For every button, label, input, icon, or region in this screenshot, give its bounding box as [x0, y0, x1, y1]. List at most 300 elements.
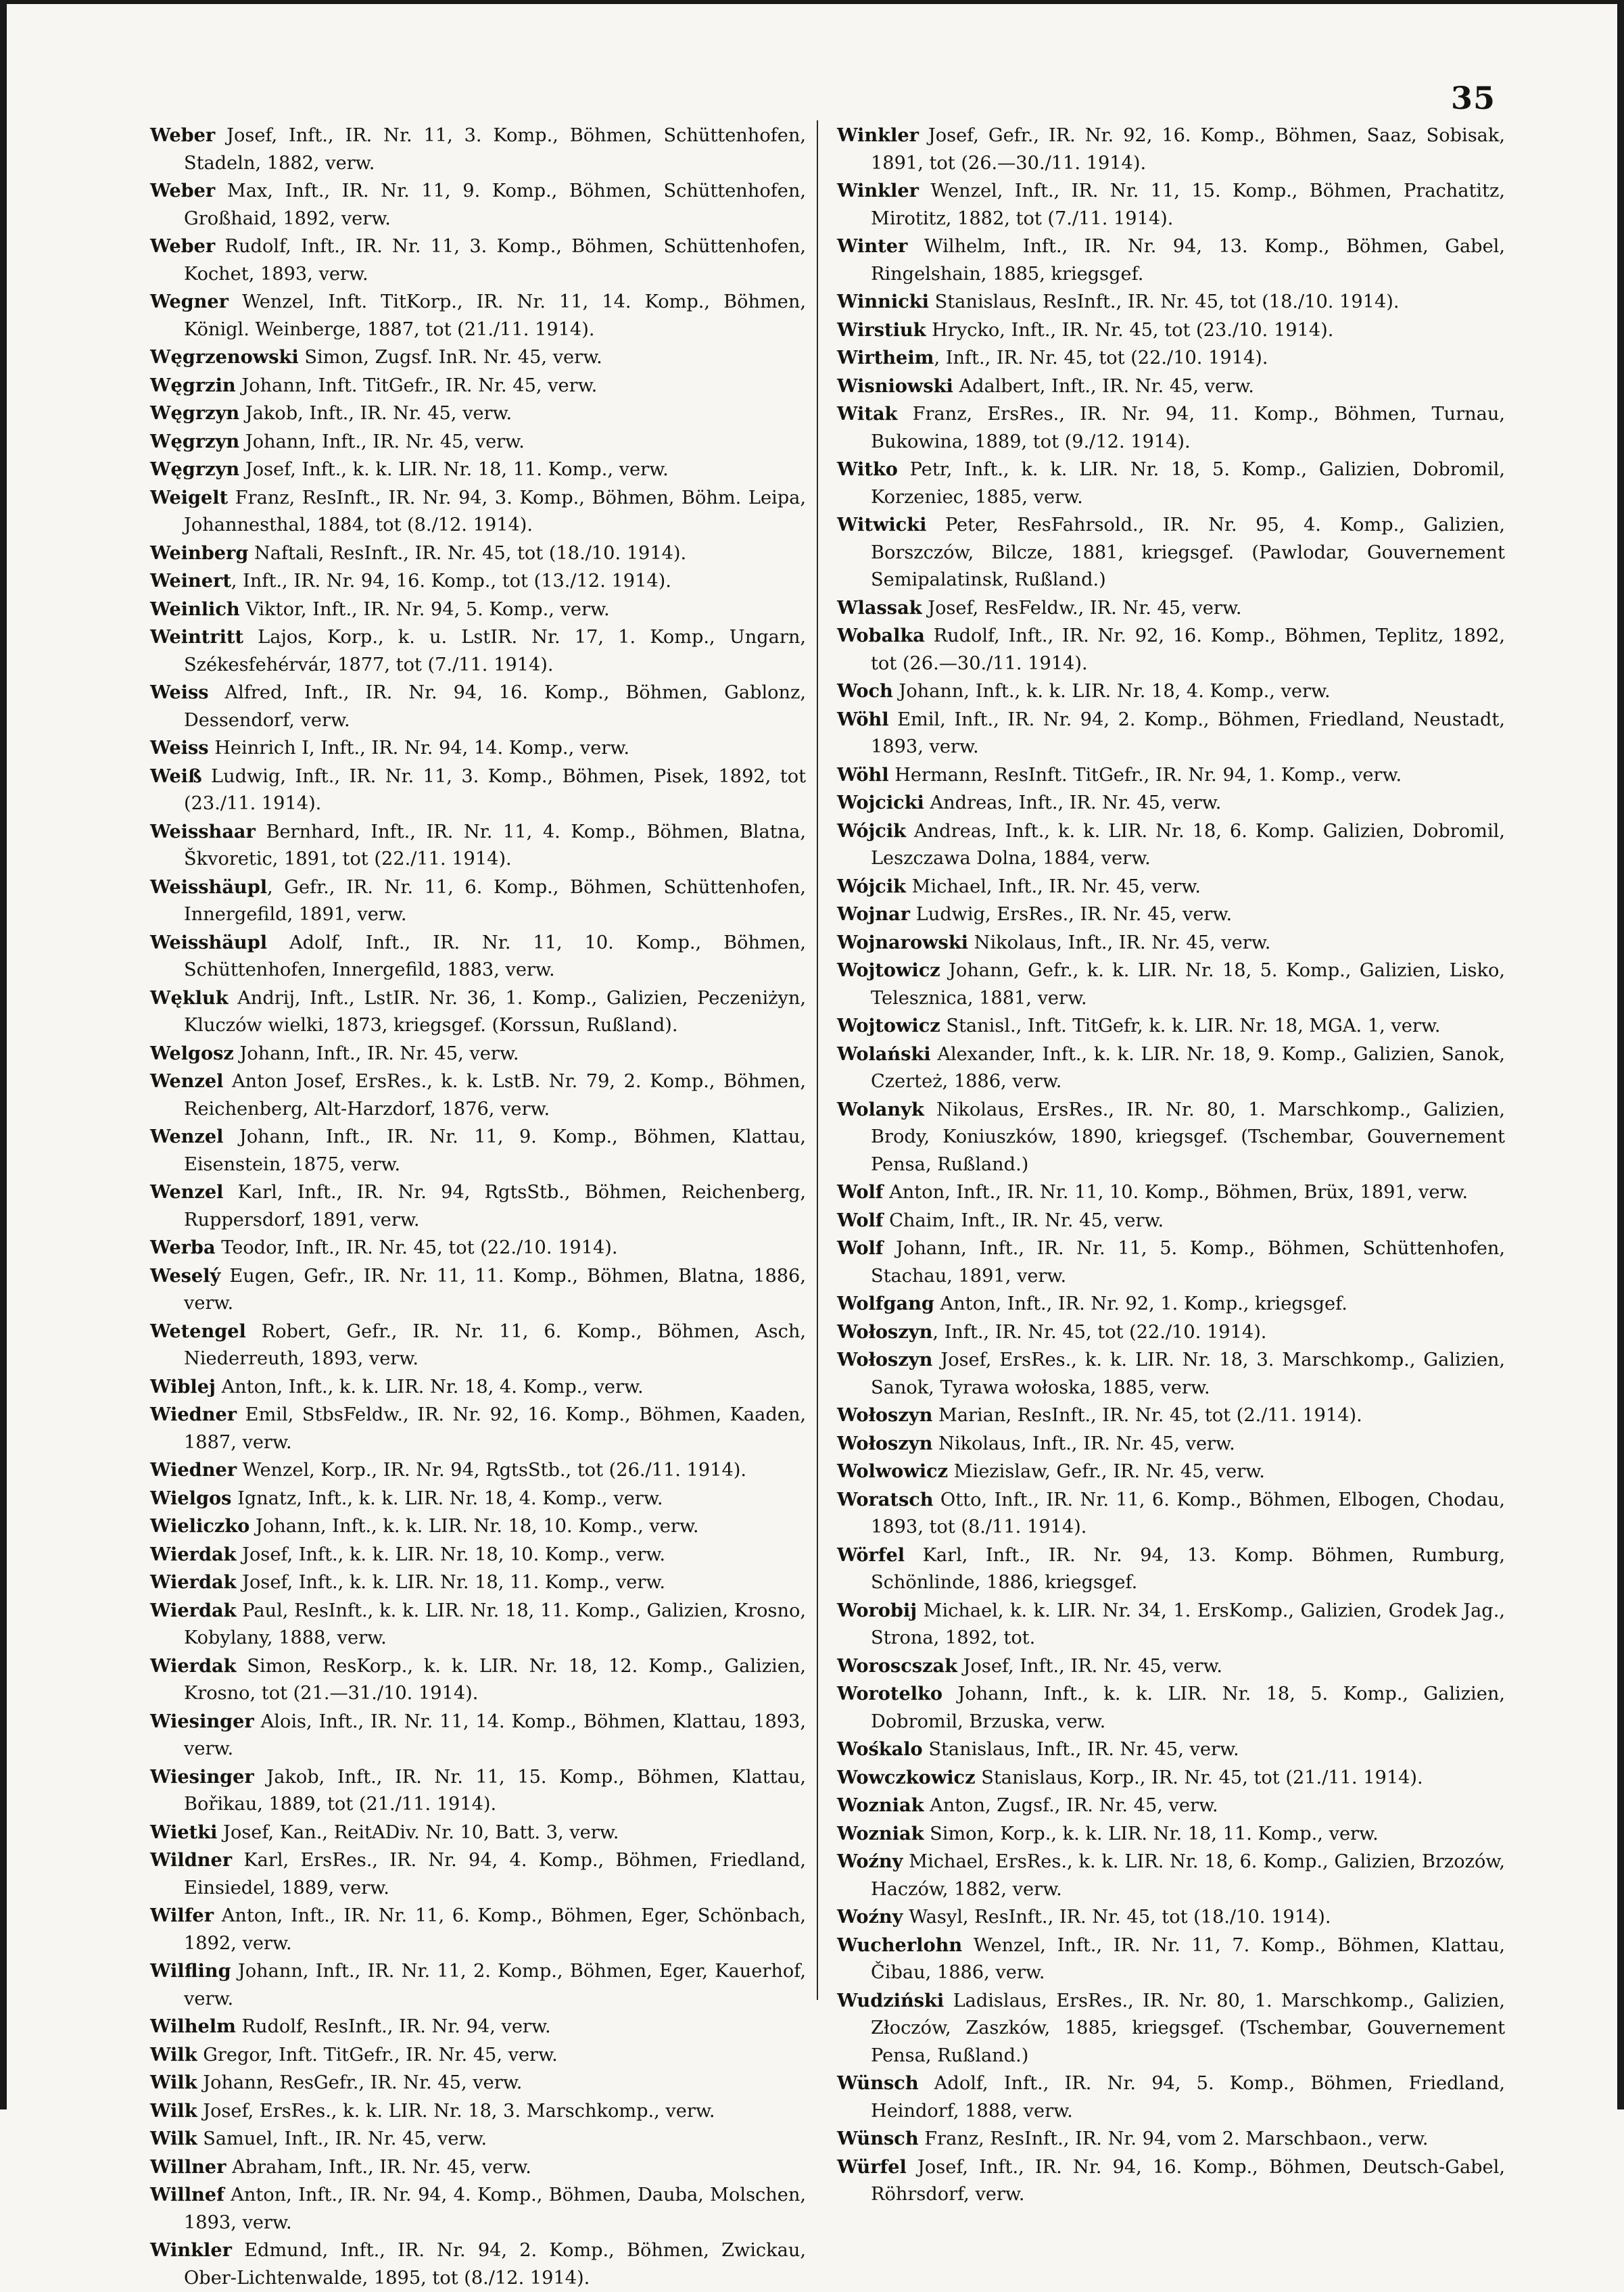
entry-details: Andreas, Inft., k. k. LIR. Nr. 18, 6. Komp. Galizien, Dobromil, Leszczawa Dolna, 1884, verw.	[871, 820, 1505, 869]
list-entry	[837, 1041, 1505, 1096]
entry-surname: Wolwowicz	[837, 1460, 949, 1482]
entry-surname: Wójcik	[837, 819, 907, 842]
list-entry	[837, 1820, 1505, 1848]
entry-surname: Witko	[837, 458, 898, 480]
entry-details: Lajos, Korp., k. u. LstIR. Nr. 17, 1. Komp., Ungarn, Székesfehérvár, 1877, tot (7./11. 1914).	[184, 627, 806, 675]
list-entry	[150, 1957, 806, 2013]
entry-surname: Wośkalo	[837, 1738, 923, 1760]
list-entry	[837, 1652, 1505, 1681]
entry-surname: Willnef	[150, 2184, 224, 2205]
entry-details: Samuel, Inft., IR. Nr. 45, verw.	[197, 2128, 487, 2149]
entry-surname: Wilfer	[150, 1905, 214, 1926]
entry-details: Edmund, Inft., IR. Nr. 94, 2. Komp., Böhmen, Zwickau, Ober-Lichtenwalde, 1895, tot (8./12. 1914).	[184, 2240, 806, 2289]
entry-details: Nikolaus, Inft., IR. Nr. 45, verw.	[932, 1433, 1235, 1454]
list-entry	[837, 2125, 1505, 2153]
entry-details: Wasyl, ResInft., IR. Nr. 45, tot (18./10. 1914).	[903, 1907, 1331, 1928]
entry-details: Karl, Inft., IR. Nr. 94, RgtsStb., Böhmen, Reichenberg, Ruppersdorf, 1891, verw.	[184, 1182, 806, 1231]
list-entry	[837, 1903, 1505, 1932]
entry-surname: Węgrzyn	[150, 430, 240, 452]
list-entry	[837, 901, 1505, 929]
list-entry	[150, 2069, 806, 2097]
entry-details: Viktor, Inft., IR. Nr. 94, 5. Komp., verw.	[239, 598, 610, 620]
list-entry	[150, 2125, 806, 2153]
entry-details: Wilhelm, Inft., IR. Nr. 94, 13. Komp., Böhmen, Gabel, Ringelshain, 1885, kriegsgef.	[871, 236, 1505, 285]
entry-surname: Wünsch	[837, 2072, 919, 2094]
list-entry	[837, 1207, 1505, 1235]
entry-details: Anton, Inft., IR. Nr. 94, 4. Komp., Böhmen, Dauba, Molschen, 1893, verw.	[184, 2184, 806, 2233]
list-entry	[837, 1542, 1505, 1597]
list-entry	[837, 316, 1505, 345]
entry-surname: Wojnar	[837, 903, 910, 925]
entry-surname: Wozniak	[837, 1822, 924, 1844]
list-entry	[837, 1402, 1505, 1430]
entry-details: Andrij, Inft., LstIR. Nr. 36, 1. Komp., Galizien, Peczeniżyn, Kluczów wielki, 1873, kriegsgef. (Korssun, Rußland).	[184, 987, 806, 1036]
entry-surname: Wenzel	[150, 1181, 224, 1203]
entry-details: Josef, ErsRes., k. k. LIR. Nr. 18, 3. Marschkomp., Galizien, Sanok, Tyrawa wołoska, 1885, verw.	[871, 1350, 1505, 1398]
entry-details: Max, Inft., IR. Nr. 11, 9. Komp., Böhmen, Schüttenhofen, Großhaid, 1892, verw.	[184, 181, 806, 229]
list-entry	[150, 456, 806, 484]
list-entry	[150, 540, 806, 568]
list-entry	[150, 1763, 806, 1819]
entry-details: Rudolf, ResInft., IR. Nr. 94, verw.	[235, 2016, 551, 2037]
entry-details: Naftali, ResInft., IR. Nr. 45, tot (18./10. 1914).	[248, 542, 687, 564]
list-entry	[837, 2070, 1505, 2125]
entry-details: Abraham, Inft., IR. Nr. 45, verw.	[226, 2156, 531, 2178]
entry-details: Rudolf, Inft., IR. Nr. 11, 3. Komp., Böhmen, Schüttenhofen, Kochet, 1893, verw.	[184, 236, 806, 285]
entry-surname: Wolf	[837, 1237, 884, 1259]
entry-surname: Wozniak	[837, 1794, 924, 1816]
entry-details: Johann, Gefr., k. k. LIR. Nr. 18, 5. Komp., Galizien, Lisko, Telesznica, 1881, verw.	[871, 960, 1505, 1009]
entry-surname: Weisshaar	[150, 820, 256, 842]
entry-surname: Wudziński	[837, 1989, 945, 2011]
list-entry	[837, 1178, 1505, 1207]
list-entry	[150, 1708, 806, 1763]
list-entry	[150, 1512, 806, 1541]
list-entry	[150, 623, 806, 679]
list-entry	[150, 1318, 806, 1373]
list-entry	[837, 1736, 1505, 1764]
list-entry	[837, 344, 1505, 373]
entry-details: Eugen, Gefr., IR. Nr. 11, 11. Komp., Böhmen, Blatna, 1886, verw.	[184, 1265, 806, 1314]
entry-surname: Wierdak	[150, 1543, 237, 1565]
entry-details: Johann, Inft., k. k. LIR. Nr. 18, 4. Komp., verw.	[892, 681, 1331, 702]
entry-details: Marian, ResInft., IR. Nr. 45, tot (2./11. 1914).	[932, 1405, 1362, 1426]
left-column	[150, 122, 806, 2292]
entry-details: Heinrich I, Inft., IR. Nr. 94, 14. Komp., verw.	[208, 738, 629, 759]
entry-details: Anton, Zugsf., IR. Nr. 45, verw.	[924, 1795, 1218, 1816]
list-entry	[837, 1848, 1505, 1903]
entry-surname: Wołoszyn	[837, 1404, 933, 1426]
list-entry	[150, 1123, 806, 1178]
entry-surname: Wirstiuk	[837, 318, 926, 341]
list-entry	[837, 456, 1505, 511]
entry-surname: Wiblej	[150, 1375, 216, 1398]
entry-surname: Wójcik	[837, 875, 907, 897]
entry-surname: Wetengel	[150, 1320, 246, 1342]
entry-surname: Wilk	[150, 2043, 197, 2066]
entry-surname: Weinberg	[150, 542, 249, 564]
list-entry	[150, 1819, 806, 1847]
entry-details: Michael, Inft., IR. Nr. 45, verw.	[906, 876, 1201, 897]
entry-surname: Wolfgang	[837, 1293, 934, 1314]
entry-surname: Wowczkowicz	[837, 1766, 976, 1788]
entry-surname: Węgrzyn	[150, 458, 240, 480]
entry-details: Wenzel, Inft. TitKorp., IR. Nr. 11, 14. Komp., Böhmen, Königl. Weinberge, 1887, tot (21./11. 1914).	[184, 291, 806, 340]
list-entry	[837, 1764, 1505, 1792]
list-entry	[150, 1652, 806, 1708]
entry-surname: Wołoszyn	[837, 1432, 933, 1454]
list-entry	[837, 288, 1505, 316]
entry-details: Josef, Inft., k. k. LIR. Nr. 18, 11. Komp., verw.	[239, 459, 669, 480]
list-entry	[837, 1012, 1505, 1041]
entry-details: Michael, ErsRes., k. k. LIR. Nr. 18, 6. Komp., Galizien, Brzozów, Haczów, 1882, verw.	[871, 1851, 1505, 1900]
entry-details: Anton, Inft., IR. Nr. 11, 6. Komp., Böhmen, Eger, Schönbach, 1892, verw.	[184, 1905, 806, 1954]
list-entry	[837, 2153, 1505, 2209]
entry-details: , Gefr., IR. Nr. 11, 6. Komp., Böhmen, Schüttenhofen, Innergefild, 1891, verw.	[184, 876, 806, 925]
entry-surname: Werba	[150, 1237, 216, 1258]
list-entry	[837, 233, 1505, 288]
list-entry	[837, 957, 1505, 1012]
entry-details: Johann, Inft., IR. Nr. 45, verw.	[233, 1043, 519, 1064]
list-entry	[837, 1597, 1505, 1652]
entry-details: , Inft., IR. Nr. 94, 16. Komp., tot (13./12. 1914).	[231, 571, 671, 592]
entry-surname: Winkler	[837, 124, 919, 146]
entry-surname: Wolanyk	[837, 1098, 924, 1120]
entry-details: Stanislaus, ResInft., IR. Nr. 45, tot (18./10. 1914).	[928, 291, 1400, 312]
entry-surname: Wojcicki	[837, 792, 924, 813]
list-entry	[150, 2237, 806, 2292]
list-entry	[837, 1346, 1505, 1402]
entry-surname: Wojnarowski	[837, 931, 969, 953]
list-entry	[150, 1401, 806, 1456]
entry-surname: Weinert	[150, 570, 231, 592]
entry-surname: Weigelt	[150, 486, 229, 508]
list-entry	[837, 761, 1505, 790]
entry-surname: Wołoszyn	[837, 1349, 933, 1370]
entry-details: Miezislaw, Gefr., IR. Nr. 45, verw.	[948, 1461, 1265, 1482]
list-entry	[150, 1234, 806, 1262]
entry-details: Simon, Korp., k. k. LIR. Nr. 18, 11. Komp., verw.	[924, 1823, 1379, 1844]
entry-details: Josef, Kan., ReitADiv. Nr. 10, Batt. 3, verw.	[217, 1821, 619, 1843]
list-entry	[150, 1597, 806, 1652]
list-entry	[150, 288, 806, 343]
entry-details: Teodor, Inft., IR. Nr. 45, tot (22./10. 1914).	[215, 1237, 618, 1258]
list-entry	[150, 734, 806, 763]
entry-details: Paul, ResInft., k. k. LIR. Nr. 18, 11. Komp., Galizien, Krosno, Kobylany, 1888, verw.	[184, 1600, 806, 1648]
list-entry	[837, 789, 1505, 817]
entry-surname: Wucherlohn	[837, 1934, 963, 1956]
entry-surname: Wiesinger	[150, 1710, 254, 1732]
entry-surname: Wobalka	[837, 625, 925, 646]
entry-details: Adolf, Inft., IR. Nr. 11, 10. Komp., Böhmen, Schüttenhofen, Innergefild, 1883, verw.	[184, 932, 806, 980]
list-entry	[150, 1569, 806, 1597]
entry-details: , Inft., IR. Nr. 45, tot (22./10. 1914).	[934, 348, 1268, 368]
entry-details: Josef, ResFeldw., IR. Nr. 45, verw.	[922, 597, 1242, 619]
entry-surname: Witak	[837, 403, 898, 425]
entry-surname: Weiß	[150, 765, 202, 787]
entry-surname: Wiedner	[150, 1459, 237, 1481]
entry-details: Jakob, Inft., IR. Nr. 11, 15. Komp., Böhmen, Klattau, Bořikau, 1889, tot (21./11. 1914).	[184, 1766, 806, 1815]
entry-details: Rudolf, Inft., IR. Nr. 92, 16. Komp., Böhmen, Teplitz, 1892, tot (26.—30./11. 1914).	[871, 625, 1505, 674]
entry-surname: Woratsch	[837, 1488, 934, 1510]
entry-details: Anton, Inft., IR. Nr. 11, 10. Komp., Böhmen, Brüx, 1891, verw.	[883, 1182, 1468, 1203]
list-entry	[150, 1262, 806, 1318]
entry-surname: Wieliczko	[150, 1515, 250, 1537]
entry-details: Anton Josef, ErsRes., k. k. LstB. Nr. 79, 2. Komp., Böhmen, Reichenberg, Alt-Harzdorf, 1876, verw.	[184, 1071, 806, 1120]
entry-surname: Wildner	[150, 1849, 233, 1871]
entry-surname: Woch	[837, 680, 893, 702]
list-entry	[837, 873, 1505, 901]
entry-details: Josef, Inft., k. k. LIR. Nr. 18, 11. Komp., verw.	[236, 1572, 666, 1593]
entry-details: Chaim, Inft., IR. Nr. 45, verw.	[883, 1210, 1164, 1231]
entry-surname: Wierdak	[150, 1571, 237, 1593]
list-entry	[150, 343, 806, 372]
list-entry	[150, 122, 806, 177]
list-entry	[150, 1846, 806, 1902]
entry-surname: Wolf	[837, 1181, 884, 1203]
entry-surname: Wierdak	[150, 1599, 237, 1621]
entry-surname: Welgosz	[150, 1042, 234, 1064]
list-entry	[150, 1456, 806, 1485]
entry-details: Stanislaus, Inft., IR. Nr. 45, verw.	[922, 1739, 1239, 1760]
entry-surname: Wojtowicz	[837, 1015, 940, 1036]
entry-surname: Willner	[150, 2155, 226, 2178]
entry-details: Johann, ResGefr., IR. Nr. 45, verw.	[197, 2072, 523, 2093]
list-entry	[150, 2097, 806, 2126]
list-entry	[837, 400, 1505, 456]
list-entry	[150, 1485, 806, 1513]
entry-surname: Wirtheim	[837, 347, 934, 368]
entry-surname: Weiss	[150, 682, 209, 703]
entry-surname: Würfel	[837, 2155, 907, 2178]
entry-surname: Weber	[150, 235, 216, 257]
list-entry	[150, 818, 806, 874]
entry-details: Otto, Inft., IR. Nr. 11, 6. Komp., Böhmen, Elbogen, Chodau, 1893, tot (8./11. 1914).	[871, 1489, 1505, 1537]
list-entry	[837, 1235, 1505, 1290]
list-entry	[837, 1932, 1505, 1987]
list-entry	[837, 1096, 1505, 1179]
list-entry	[837, 1987, 1505, 2070]
entry-details: Emil, Inft., IR. Nr. 94, 2. Komp., Böhmen, Friedland, Neustadt, 1893, verw.	[871, 709, 1505, 757]
list-entry	[150, 679, 806, 734]
entry-details: Ludwig, Inft., IR. Nr. 11, 3. Komp., Böhmen, Pisek, 1892, tot (23./11. 1914).	[184, 765, 806, 814]
entry-details: Stanisl., Inft. TitGefr, k. k. LIR. Nr. 18, MGA. 1, verw.	[940, 1016, 1441, 1036]
entry-surname: Winter	[837, 235, 908, 257]
entry-details: Simon, Zugsf. InR. Nr. 45, verw.	[298, 347, 602, 368]
list-entry	[150, 2181, 806, 2237]
list-entry	[837, 706, 1505, 761]
entry-details: Ludwig, ErsRes., IR. Nr. 45, verw.	[910, 904, 1233, 925]
entry-details: Franz, ErsRes., IR. Nr. 94, 11. Komp., Böhmen, Turnau, Bukowina, 1889, tot (9./12. 1914).	[871, 404, 1505, 452]
entry-details: Ignatz, Inft., k. k. LIR. Nr. 18, 4. Komp., verw.	[231, 1487, 663, 1509]
list-entry	[837, 622, 1505, 677]
entry-surname: Weisshäupl	[150, 876, 268, 898]
entry-details: Johann, Inft., k. k. LIR. Nr. 18, 10. Komp., verw.	[249, 1516, 699, 1537]
list-entry	[837, 677, 1505, 706]
list-entry	[837, 1318, 1505, 1347]
entry-surname: Wękluk	[150, 986, 229, 1009]
column-divider	[817, 120, 818, 2000]
list-entry	[837, 817, 1505, 873]
list-entry	[837, 594, 1505, 623]
entry-surname: Wilk	[150, 2099, 197, 2122]
list-entry	[150, 1178, 806, 1234]
entry-surname: Wiedner	[150, 1404, 237, 1425]
entry-details: Nikolaus, ErsRes., IR. Nr. 80, 1. Marschkomp., Galizien, Brody, Koniuszków, 1890, kriegsgef. (Tschembar, Gouvernement Pensa, Rußland.)	[871, 1099, 1505, 1175]
entry-details: Petr, Inft., k. k. LIR. Nr. 18, 5. Komp., Galizien, Dobromil, Korzeniec, 1885, verw.	[871, 459, 1505, 508]
entry-details: Jakob, Inft., IR. Nr. 45, verw.	[239, 403, 512, 424]
list-entry	[837, 373, 1505, 401]
entry-surname: Wünsch	[837, 2128, 919, 2149]
entry-surname: Witwicki	[837, 514, 927, 535]
entry-surname: Wenzel	[150, 1070, 224, 1092]
entry-surname: Winkler	[837, 180, 919, 201]
entry-details: Simon, ResKorp., k. k. LIR. Nr. 18, 12. Komp., Galizien, Krosno, tot (21.—31./10. 1914).	[184, 1655, 806, 1704]
list-entry	[150, 233, 806, 288]
entry-details: Nikolaus, Inft., IR. Nr. 45, verw.	[968, 932, 1271, 953]
entry-surname: Worobij	[837, 1599, 917, 1621]
entry-surname: Woźny	[837, 1906, 903, 1928]
entry-details: Johann, Inft., IR. Nr. 11, 2. Komp., Böhmen, Eger, Kauerhof, verw.	[184, 1961, 806, 2009]
entry-details: Johann, Inft., IR. Nr. 11, 9. Komp., Böhmen, Klattau, Eisenstein, 1875, verw.	[184, 1126, 806, 1175]
list-entry	[837, 122, 1505, 177]
list-entry	[150, 596, 806, 624]
list-entry	[150, 1040, 806, 1068]
entry-details: Emil, StbsFeldw., IR. Nr. 92, 16. Komp., Böhmen, Kaaden, 1887, verw.	[184, 1404, 806, 1453]
entry-details: Gregor, Inft. TitGefr., IR. Nr. 45, verw.	[197, 2044, 558, 2066]
entry-details: Johann, Inft., IR. Nr. 11, 5. Komp., Böhmen, Schüttenhofen, Stachau, 1891, verw.	[871, 1238, 1505, 1287]
entry-details: Adalbert, Inft., IR. Nr. 45, verw.	[953, 375, 1254, 397]
list-entry	[837, 177, 1505, 233]
list-entry	[837, 511, 1505, 594]
entry-surname: Wiesinger	[150, 1765, 254, 1788]
list-entry	[837, 1486, 1505, 1542]
entry-surname: Węgrzyn	[150, 402, 240, 424]
entry-surname: Wöhl	[837, 708, 889, 730]
entry-details: Hermann, ResInft. TitGefr., IR. Nr. 94, 1. Komp., verw.	[888, 764, 1402, 786]
entry-details: Josef, Gefr., IR. Nr. 92, 16. Komp., Böhmen, Saaz, Sobisak, 1891, tot (26.—30./11. 1914).	[871, 125, 1505, 174]
entry-details: Alois, Inft., IR. Nr. 11, 14. Komp., Böhmen, Klattau, 1893, verw.	[184, 1711, 806, 1759]
entry-surname: Wisniowski	[837, 375, 953, 397]
entry-details: Josef, Inft., IR. Nr. 11, 3. Komp., Böhmen, Schüttenhofen, Stadeln, 1882, verw.	[184, 125, 806, 174]
entry-surname: Wilk	[150, 2072, 197, 2093]
entry-surname: Winnicki	[837, 291, 929, 312]
entry-details: Josef, Inft., IR. Nr. 94, 16. Komp., Böhmen, Deutsch-Gabel, Röhrsdorf, verw.	[871, 2156, 1505, 2205]
entry-details: Andreas, Inft., IR. Nr. 45, verw.	[924, 792, 1222, 813]
entry-details: Bernhard, Inft., IR. Nr. 11, 4. Komp., Böhmen, Blatna, Škvoretic, 1891, tot (22./11. 1914).	[184, 821, 806, 869]
list-entry	[837, 929, 1505, 957]
entry-surname: Wörfel	[837, 1544, 905, 1566]
entry-details: Karl, Inft., IR. Nr. 94, 13. Komp. Böhmen, Rumburg, Schönlinde, 1886, kriegsgef.	[871, 1544, 1505, 1593]
list-entry	[837, 1458, 1505, 1486]
entry-details: Wenzel, Inft., IR. Nr. 11, 15. Komp., Böhmen, Prachatitz, Mirotitz, 1882, tot (7./11. 1914).	[871, 181, 1505, 229]
list-entry	[837, 1430, 1505, 1458]
entry-details: Josef, Inft., IR. Nr. 45, verw.	[957, 1655, 1223, 1677]
list-entry	[150, 1068, 806, 1123]
list-entry	[150, 1373, 806, 1402]
entry-surname: Woroscszak	[837, 1654, 957, 1677]
entry-surname: Woźny	[837, 1851, 903, 1872]
entry-surname: Worotelko	[837, 1683, 943, 1704]
list-entry	[150, 428, 806, 456]
entry-details: Stanislaus, Korp., IR. Nr. 45, tot (21./11. 1914).	[975, 1767, 1423, 1788]
entry-details: Wenzel, Korp., IR. Nr. 94, RgtsStb., tot (26./11. 1914).	[237, 1460, 746, 1481]
entry-surname: Weber	[150, 180, 216, 201]
list-entry	[150, 2041, 806, 2070]
entry-surname: Wilfling	[150, 1960, 231, 1982]
list-entry	[150, 874, 806, 929]
entry-details: Franz, ResInft., IR. Nr. 94, vom 2. Marschbaon., verw.	[918, 2128, 1429, 2149]
entry-details: Alfred, Inft., IR. Nr. 94, 16. Komp., Böhmen, Gablonz, Dessendorf, verw.	[184, 682, 806, 731]
entry-surname: Wietki	[150, 1821, 218, 1843]
entry-surname: Wierdak	[150, 1654, 237, 1677]
list-entry	[150, 1902, 806, 1957]
list-entry	[150, 929, 806, 984]
list-entry	[837, 1792, 1505, 1820]
entry-details: Wenzel, Inft., IR. Nr. 11, 7. Komp., Böhmen, Klattau, Čibau, 1886, verw.	[871, 1934, 1505, 1983]
entry-details: Josef, Inft., k. k. LIR. Nr. 18, 10. Komp., verw.	[236, 1544, 666, 1565]
list-entry	[837, 1680, 1505, 1736]
entry-surname: Wolański	[837, 1043, 931, 1065]
entry-details: Alexander, Inft., k. k. LIR. Nr. 18, 9. Komp., Galizien, Sanok, Czerteż, 1886, verw.	[871, 1043, 1505, 1092]
entry-details: Ladislaus, ErsRes., IR. Nr. 80, 1. Marschkomp., Galizien, Złoczów, Zaszków, 1885, kriegsgef. (Tschembar, Gouvernement Pensa, Rußland.)	[871, 1990, 1505, 2066]
entry-details: , Inft., IR. Nr. 45, tot (22./10. 1914).	[932, 1321, 1267, 1343]
list-entry	[150, 2153, 806, 2182]
entry-surname: Wilk	[150, 2128, 197, 2149]
entry-details: Adolf, Inft., IR. Nr. 94, 5. Komp., Böhmen, Friedland, Heindorf, 1888, verw.	[871, 2073, 1505, 2122]
entry-surname: Wöhl	[837, 763, 889, 786]
entry-surname: Węgrzin	[150, 374, 236, 396]
list-entry	[150, 372, 806, 400]
entry-details: Josef, ErsRes., k. k. LIR. Nr. 18, 3. Marschkomp., verw.	[197, 2100, 715, 2122]
entry-surname: Wielgos	[150, 1487, 232, 1509]
list-entry	[150, 177, 806, 233]
entry-surname: Weiss	[150, 737, 209, 759]
entry-surname: Winkler	[150, 2239, 232, 2261]
entry-details: Anton, Inft., IR. Nr. 92, 1. Komp., kriegsgef.	[934, 1293, 1347, 1314]
entry-surname: Wojtowicz	[837, 959, 940, 981]
entry-surname: Wolf	[837, 1209, 884, 1231]
entry-details: Anton, Inft., k. k. LIR. Nr. 18, 4. Komp., verw.	[215, 1376, 644, 1398]
entry-surname: Weber	[150, 124, 216, 146]
entry-details: Robert, Gefr., IR. Nr. 11, 6. Komp., Böhmen, Asch, Niederreuth, 1893, verw.	[184, 1320, 806, 1369]
entry-details: Johann, Inft., IR. Nr. 45, verw.	[239, 431, 525, 452]
entry-surname: Weisshäupl	[150, 931, 268, 953]
entry-details: Michael, k. k. LIR. Nr. 34, 1. ErsKomp., Galizien, Grodek Jag., Strona, 1892, tot.	[871, 1600, 1505, 1648]
entry-surname: Węgrzenowski	[150, 346, 299, 368]
entry-details: Johann, Inft. TitGefr., IR. Nr. 45, verw.	[235, 375, 598, 396]
page-number: 35	[1450, 80, 1496, 116]
right-column	[837, 122, 1505, 2209]
entry-surname: Wlassak	[837, 596, 922, 619]
entry-surname: Wilhelm	[150, 2015, 236, 2037]
list-entry	[150, 484, 806, 540]
list-entry	[837, 1290, 1505, 1318]
entry-surname: Wegner	[150, 291, 229, 312]
entry-surname: Wenzel	[150, 1126, 224, 1147]
list-entry	[150, 2013, 806, 2041]
entry-surname: Weselý	[150, 1264, 221, 1287]
entry-surname: Weintritt	[150, 626, 244, 648]
entry-surname: Weinlich	[150, 598, 240, 620]
list-entry	[150, 984, 806, 1040]
list-entry	[150, 567, 806, 596]
list-entry	[150, 1541, 806, 1569]
entry-details: Peter, ResFahrsold., IR. Nr. 95, 4. Komp., Galizien, Borszczów, Bilcze, 1881, kriegsgef. (Pawlodar, Gouvernement Semipalatinsk, Rußland.)	[871, 515, 1505, 590]
entry-details: Franz, ResInft., IR. Nr. 94, 3. Komp., Böhmen, Böhm. Leipa, Johannesthal, 1884, tot (8./12. 1914).	[184, 487, 806, 535]
list-entry	[150, 763, 806, 818]
entry-details: Karl, ErsRes., IR. Nr. 94, 4. Komp., Böhmen, Friedland, Einsiedel, 1889, verw.	[184, 1850, 806, 1899]
